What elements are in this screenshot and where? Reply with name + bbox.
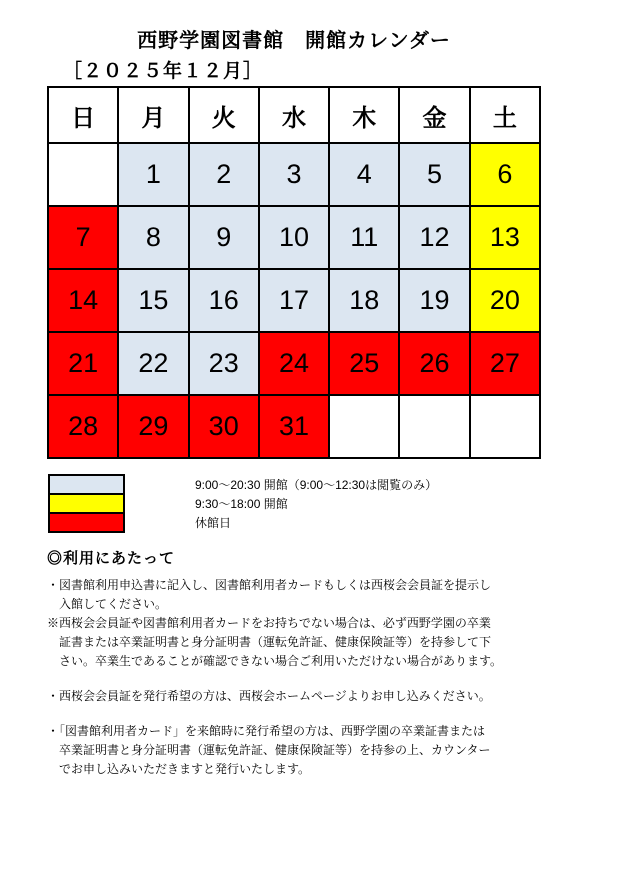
day-cell: 27	[470, 332, 540, 395]
day-cell: 19	[399, 269, 469, 332]
day-cell	[329, 395, 399, 458]
day-cell: 16	[189, 269, 259, 332]
legend-swatch-open-long	[48, 474, 125, 495]
day-cell: 3	[259, 143, 329, 206]
day-cell	[48, 143, 118, 206]
weekday-header-sat: 土	[470, 87, 540, 143]
notes-line: さい。卒業生であることが確認できない場合ご利用いただけない場合があります。	[47, 654, 503, 668]
legend-label-open-long: 9:00～20:30 開館（9:00～12:30は閲覧のみ）	[195, 478, 438, 492]
notes-paragraph	[47, 576, 597, 671]
day-cell	[470, 395, 540, 458]
legend-swatch-open-short	[48, 493, 125, 514]
day-cell: 29	[118, 395, 188, 458]
weekday-header-tue: 火	[189, 87, 259, 143]
day-cell: 30	[189, 395, 259, 458]
weekday-header-row	[48, 87, 540, 143]
day-cell: 4	[329, 143, 399, 206]
day-cell: 23	[189, 332, 259, 395]
calendar-week-row	[48, 395, 540, 458]
notes-line: 入館してください。	[47, 597, 168, 611]
day-cell: 26	[399, 332, 469, 395]
day-cell	[399, 395, 469, 458]
day-cell: 25	[329, 332, 399, 395]
calendar-week-row	[48, 269, 540, 332]
day-cell: 31	[259, 395, 329, 458]
weekday-header-fri: 金	[399, 87, 469, 143]
day-cell: 7	[48, 206, 118, 269]
notes-line: ・「図書館利用者カード」を来館時に発行希望の方は、西野学園の卒業証書または	[47, 724, 486, 738]
day-cell: 22	[118, 332, 188, 395]
notes-heading: ◎利用にあたって	[47, 550, 176, 567]
weekday-header-thu: 木	[329, 87, 399, 143]
day-cell: 2	[189, 143, 259, 206]
legend-label-closed: 休館日	[195, 516, 232, 530]
notes-line: ・西桜会会員証を発行希望の方は、西桜会ホームページよりお申し込みください。	[47, 689, 491, 703]
legend-item-open-long	[48, 474, 437, 495]
calendar-week-row	[48, 143, 540, 206]
page-title: 西野学園図書館 開館カレンダー	[137, 30, 451, 52]
usage-notes	[47, 547, 597, 795]
day-cell: 9	[189, 206, 259, 269]
notes-line: ※西桜会会員証や図書館利用者カードをお持ちでない場合は、必ず西野学園の卒業	[47, 616, 491, 630]
day-cell: 13	[470, 206, 540, 269]
calendar-table	[47, 86, 541, 459]
weekday-header-mon: 月	[118, 87, 188, 143]
day-cell: 5	[399, 143, 469, 206]
legend-item-open-short	[48, 493, 437, 514]
notes-paragraph	[47, 722, 597, 779]
month-label: ［２０２５年１２月］	[63, 61, 264, 82]
day-cell: 10	[259, 206, 329, 269]
legend	[48, 474, 437, 533]
day-cell: 6	[470, 143, 540, 206]
day-cell: 20	[470, 269, 540, 332]
notes-line: 卒業証明書と身分証明書（運転免許証、健康保険証等）を持参の上、カウンター	[47, 743, 491, 757]
day-cell: 8	[118, 206, 188, 269]
day-cell: 21	[48, 332, 118, 395]
day-cell: 11	[329, 206, 399, 269]
weekday-header-wed: 水	[259, 87, 329, 143]
calendar-week-row	[48, 332, 540, 395]
day-cell: 17	[259, 269, 329, 332]
legend-item-closed	[48, 512, 437, 533]
calendar-week-row	[48, 206, 540, 269]
legend-swatch-closed	[48, 512, 125, 533]
day-cell: 12	[399, 206, 469, 269]
day-cell: 18	[329, 269, 399, 332]
day-cell: 1	[118, 143, 188, 206]
day-cell: 14	[48, 269, 118, 332]
notes-line: ・図書館利用申込書に記入し、図書館利用者カードもしくは西桜会会員証を提示し	[47, 578, 492, 592]
weekday-header-sun: 日	[48, 87, 118, 143]
notes-line: 証書または卒業証明書と身分証明書（運転免許証、健康保険証等）を持参して下	[47, 635, 492, 649]
legend-label-open-short: 9:30～18:00 開館	[195, 497, 288, 511]
notes-paragraph	[47, 687, 597, 706]
day-cell: 15	[118, 269, 188, 332]
notes-line: でお申し込みいただきますと発行いたします。	[47, 762, 311, 776]
day-cell: 28	[48, 395, 118, 458]
day-cell: 24	[259, 332, 329, 395]
